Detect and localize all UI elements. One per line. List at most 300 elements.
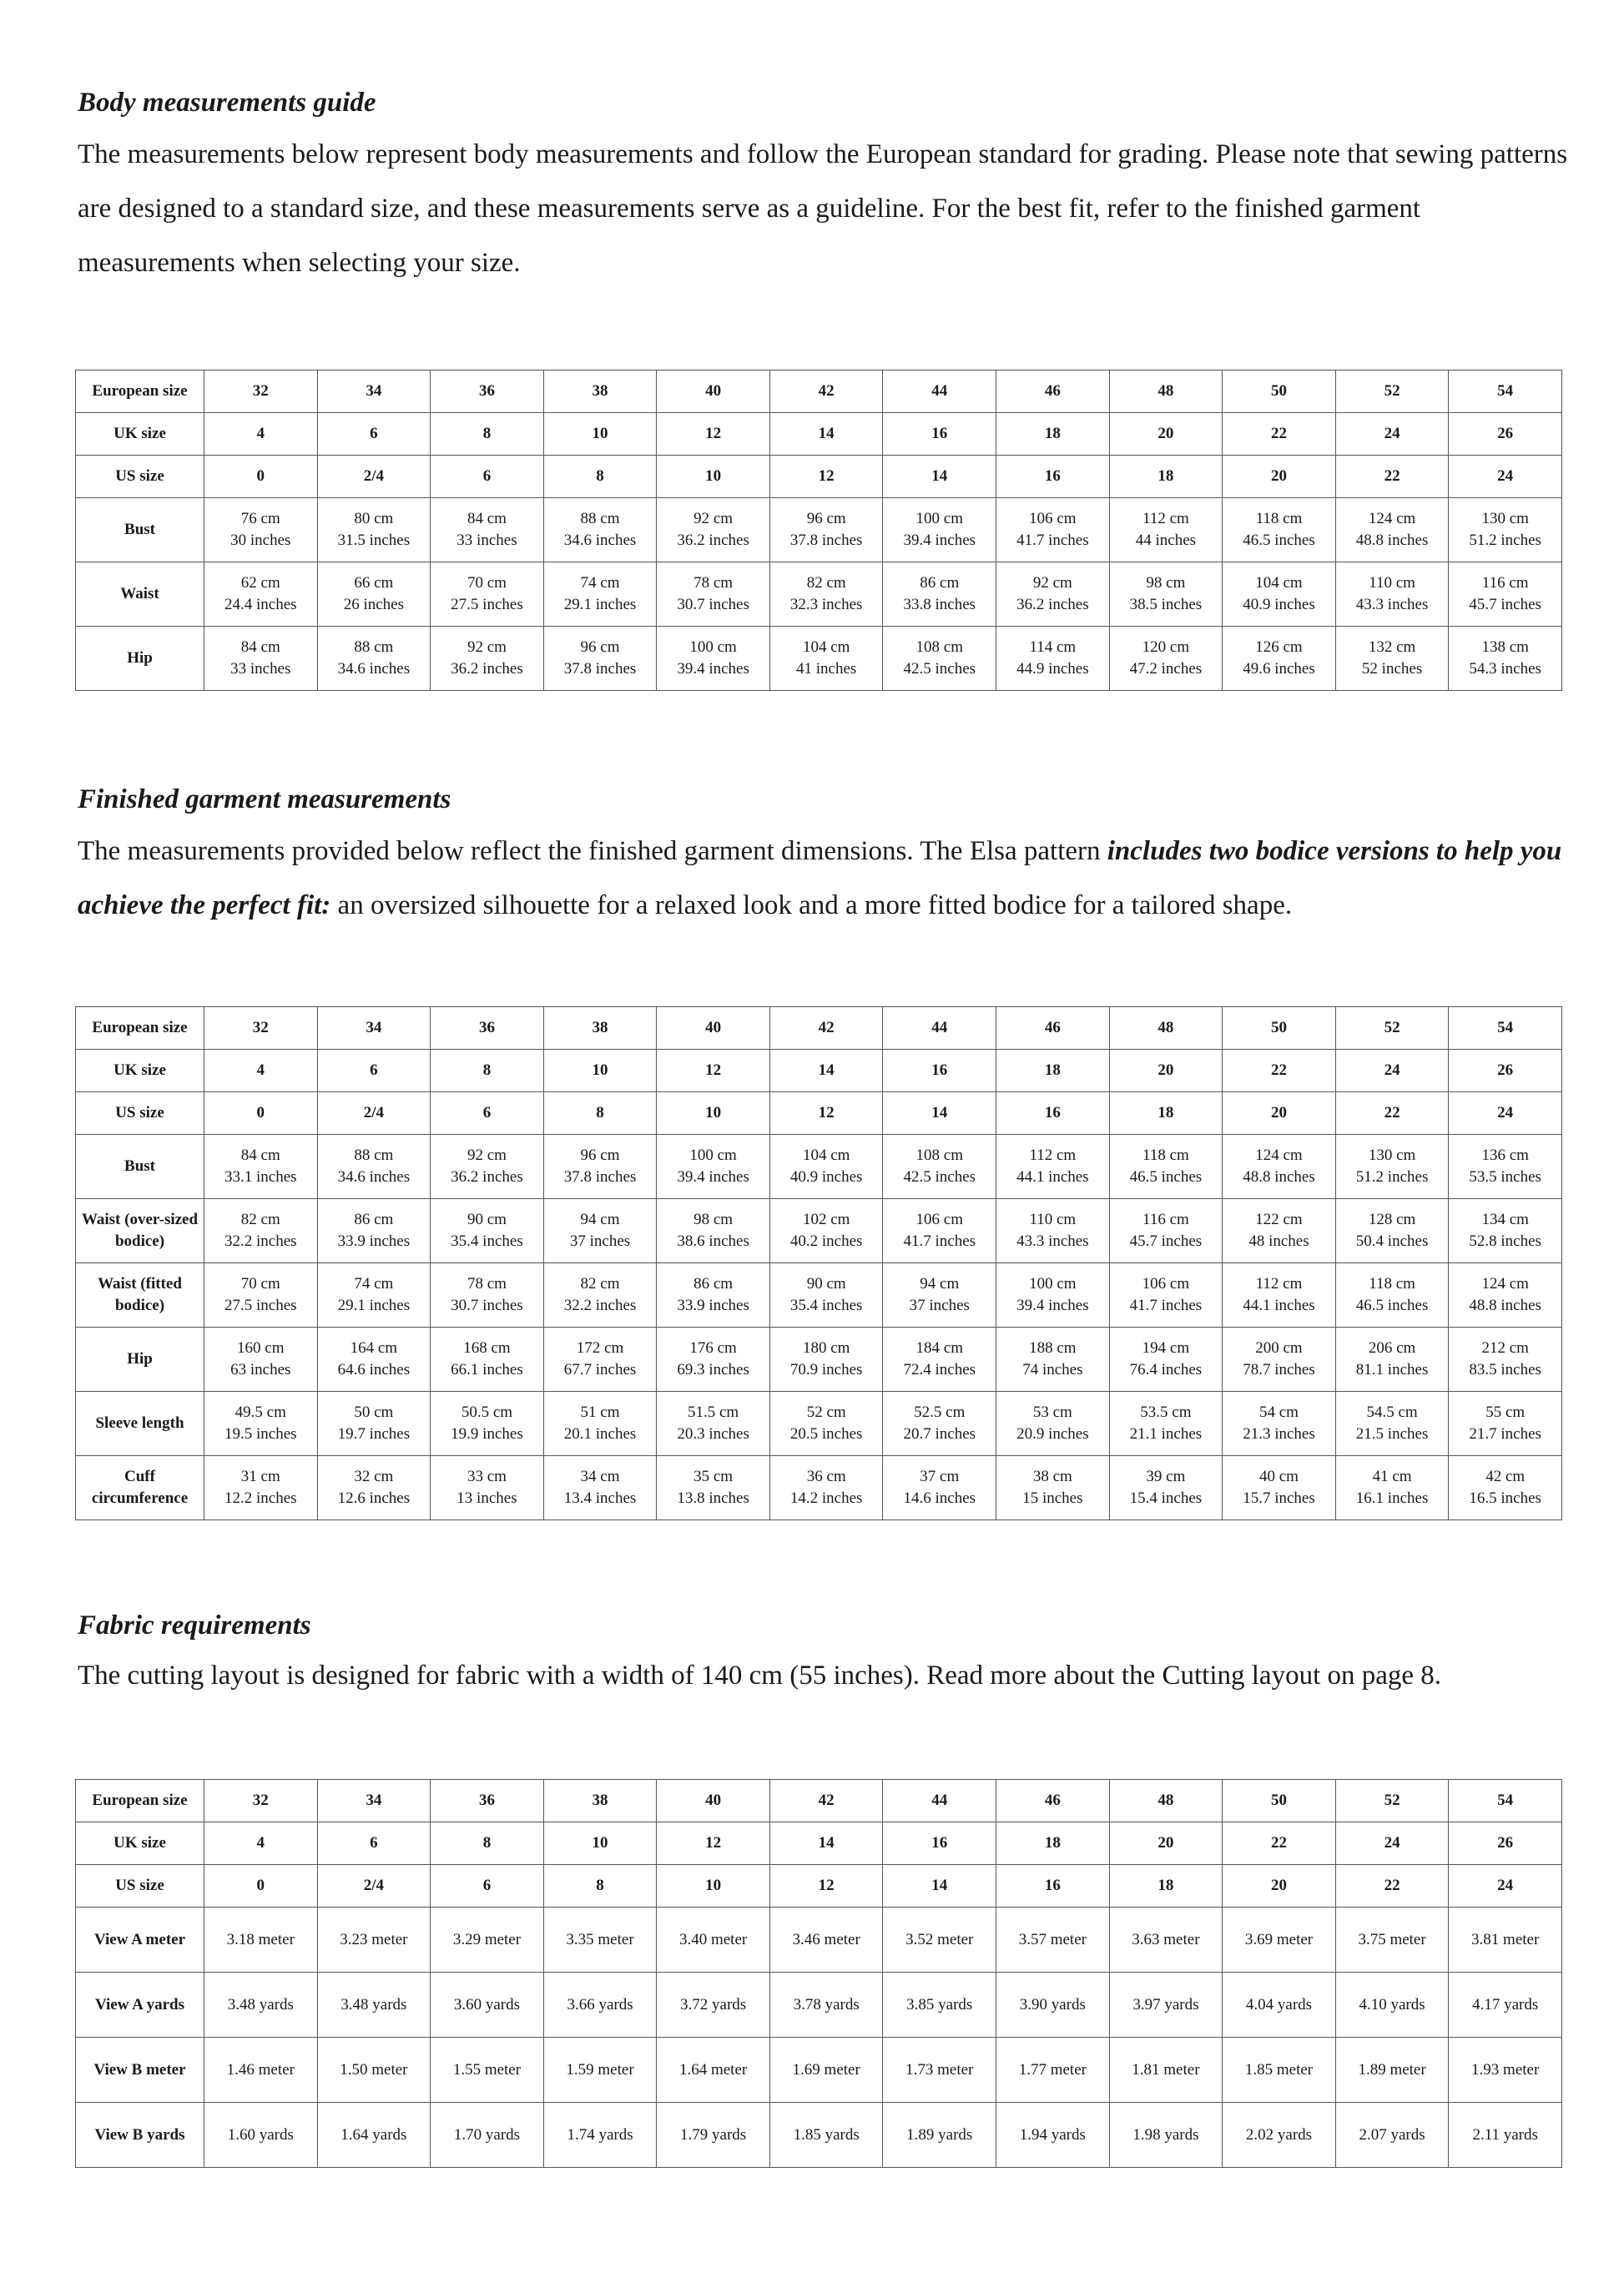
cell-inches: 20.7 inches — [903, 1425, 976, 1443]
cell-cm: 200 cm — [1255, 1339, 1303, 1357]
table-cell: 4.10 yards — [1335, 1973, 1449, 2038]
row-label: Sleeve length — [76, 1392, 204, 1456]
table-row — [76, 627, 1562, 691]
table-cell — [204, 1263, 318, 1328]
cell-cm: 136 cm — [1481, 1147, 1529, 1164]
cell-inches: 37.8 inches — [563, 1168, 637, 1186]
size-header-cell: 34 — [317, 1780, 431, 1822]
table-cell — [431, 1135, 544, 1199]
cell-inches: 48 inches — [1248, 1232, 1309, 1250]
cell-inches: 27.5 inches — [451, 596, 523, 613]
table-cell — [204, 627, 318, 691]
cell-cm: 52 cm — [806, 1404, 846, 1421]
table-cell: 1.89 meter — [1335, 2038, 1449, 2103]
table-row — [76, 1092, 1562, 1135]
cell-cm: 160 cm — [237, 1339, 285, 1357]
cell-cm: 40 cm — [1259, 1468, 1299, 1485]
table-cell — [769, 498, 883, 562]
size-header-cell: 4 — [204, 413, 318, 456]
table-row — [76, 1908, 1562, 1973]
table-cell — [657, 1263, 770, 1328]
size-header-cell: 16 — [996, 1092, 1110, 1135]
cell-inches: 45.7 inches — [1129, 1232, 1203, 1250]
finished-text-emphasis: includes two bodice versions to help you achieve the perfect fit: — [78, 836, 1562, 920]
table-cell — [1223, 498, 1336, 562]
size-header-cell: 36 — [431, 370, 544, 413]
row-label: Waist — [76, 562, 204, 627]
table-cell: 3.69 meter — [1223, 1908, 1336, 1973]
cell-inches: 34.6 inches — [337, 1168, 411, 1186]
cell-cm: 130 cm — [1368, 1147, 1416, 1164]
cell-cm: 88 cm — [354, 638, 394, 656]
cell-inches: 46.5 inches — [1243, 532, 1315, 549]
size-header-cell: 8 — [543, 456, 657, 498]
size-header-cell: 12 — [657, 1822, 770, 1865]
cell-cm: 122 cm — [1255, 1211, 1303, 1228]
cell-cm: 50 cm — [354, 1404, 394, 1421]
cell-inches: 37.8 inches — [563, 660, 637, 678]
table-cell — [657, 498, 770, 562]
size-header-cell: 16 — [996, 1865, 1110, 1908]
table-cell: 3.23 meter — [317, 1908, 431, 1973]
table-cell: 1.73 meter — [883, 2038, 996, 2103]
cell-inches: 37 inches — [569, 1232, 631, 1250]
cell-cm: 100 cm — [689, 1147, 737, 1164]
size-header-cell: 46 — [996, 1007, 1110, 1050]
size-header-cell: 38 — [543, 1780, 657, 1822]
table-cell — [883, 1456, 996, 1520]
cell-cm: 86 cm — [920, 574, 960, 592]
table-cell: 3.66 yards — [543, 1973, 657, 2038]
size-header-cell: 44 — [883, 370, 996, 413]
size-header-cell: 38 — [543, 1007, 657, 1050]
cell-inches: 48.8 inches — [1355, 532, 1429, 549]
size-header-cell: 14 — [769, 1822, 883, 1865]
size-header-cell: 14 — [883, 456, 996, 498]
cell-inches: 21.3 inches — [1243, 1425, 1315, 1443]
table-cell — [1449, 627, 1562, 691]
cell-inches: 37 inches — [909, 1297, 970, 1314]
row-label: Hip — [76, 627, 204, 691]
row-label: US size — [76, 456, 204, 498]
table-cell — [1335, 1328, 1449, 1392]
table-cell — [431, 1328, 544, 1392]
cell-cm: 118 cm — [1142, 1147, 1189, 1164]
size-header-cell: 12 — [769, 456, 883, 498]
fabric-requirements-text: The cutting layout is designed for fabric with a width of 140 cm (55 inches). Read more about the Cutting layout on page 8. — [78, 1661, 1442, 1691]
cell-cm: 53 cm — [1032, 1404, 1072, 1421]
cell-cm: 206 cm — [1368, 1339, 1416, 1357]
table-cell — [769, 1263, 883, 1328]
table-cell — [204, 1456, 318, 1520]
table-cell — [543, 498, 657, 562]
cell-inches: 38.6 inches — [677, 1232, 749, 1250]
table-cell: 3.29 meter — [431, 1908, 544, 1973]
cell-cm: 106 cm — [915, 1211, 963, 1228]
size-header-cell: 44 — [883, 1007, 996, 1050]
cell-cm: 100 cm — [1029, 1275, 1077, 1293]
table-cell — [317, 1199, 431, 1263]
table-cell — [204, 562, 318, 627]
table-cell — [1449, 1135, 1562, 1199]
cell-cm: 78 cm — [467, 1275, 507, 1293]
table-cell: 3.90 yards — [996, 1973, 1110, 2038]
cell-inches: 30.7 inches — [677, 596, 749, 613]
cell-inches: 51.2 inches — [1355, 1168, 1429, 1186]
cell-cm: 96 cm — [580, 638, 620, 656]
size-header-cell: 52 — [1335, 370, 1449, 413]
table-cell — [317, 1135, 431, 1199]
cell-cm: 86 cm — [354, 1211, 394, 1228]
size-header-cell: 10 — [543, 1822, 657, 1865]
cell-cm: 120 cm — [1142, 638, 1190, 656]
cell-cm: 84 cm — [467, 510, 507, 527]
cell-cm: 108 cm — [915, 1147, 963, 1164]
cell-cm: 38 cm — [1032, 1468, 1072, 1485]
cell-inches: 15.4 inches — [1129, 1489, 1203, 1507]
row-label: UK size — [76, 1822, 204, 1865]
cell-cm: 54.5 cm — [1366, 1404, 1418, 1421]
table-cell: 1.64 yards — [317, 2103, 431, 2168]
table-cell — [1449, 1392, 1562, 1456]
finished-text-part1: The measurements provided below reflect the finished garment dimensions. The Elsa pattern — [78, 836, 1107, 866]
size-header-cell: 50 — [1223, 1007, 1336, 1050]
cell-inches: 72.4 inches — [903, 1361, 976, 1378]
cell-cm: 35 cm — [693, 1468, 734, 1485]
cell-inches: 31.5 inches — [337, 532, 411, 549]
table-cell — [1335, 1199, 1449, 1263]
size-header-cell: 54 — [1449, 1780, 1562, 1822]
cell-cm: 188 cm — [1029, 1339, 1077, 1357]
cell-cm: 86 cm — [693, 1275, 734, 1293]
size-header-cell: 40 — [657, 1007, 770, 1050]
body-measurements-text: The measurements below represent body measurements and follow the European standard for grading. Please note that sewing patterns are designed to a standard size, and these measurements serve as a guideline. For the best fit, refer to the finished garment measurements when selecting your size. — [78, 139, 1568, 278]
table-cell — [996, 1392, 1110, 1456]
cell-inches: 27.5 inches — [224, 1297, 297, 1314]
table-cell — [1223, 1456, 1336, 1520]
cell-inches: 30.7 inches — [451, 1297, 523, 1314]
cell-cm: 194 cm — [1142, 1339, 1190, 1357]
size-header-cell: 12 — [657, 1050, 770, 1092]
table-cell — [1109, 498, 1223, 562]
cell-cm: 100 cm — [689, 638, 737, 656]
table-cell: 3.35 meter — [543, 1908, 657, 1973]
cell-inches: 66.1 inches — [451, 1361, 523, 1378]
cell-cm: 52.5 cm — [914, 1404, 966, 1421]
cell-inches: 40.9 inches — [1243, 596, 1315, 613]
table-row — [76, 1822, 1562, 1865]
cell-inches: 50.4 inches — [1355, 1232, 1429, 1250]
cell-cm: 92 cm — [467, 1147, 507, 1164]
cell-inches: 20.9 inches — [1016, 1425, 1089, 1443]
table-cell — [317, 1456, 431, 1520]
cell-inches: 16.5 inches — [1469, 1489, 1541, 1507]
table-cell — [1109, 1263, 1223, 1328]
size-header-cell: 54 — [1449, 1007, 1562, 1050]
table-cell — [1449, 1456, 1562, 1520]
cell-cm: 82 cm — [806, 574, 846, 592]
size-header-cell: 20 — [1109, 1822, 1223, 1865]
table-cell — [543, 562, 657, 627]
table-cell — [996, 498, 1110, 562]
cell-cm: 53.5 cm — [1140, 1404, 1192, 1421]
table-cell — [1109, 627, 1223, 691]
cell-inches: 30 inches — [230, 532, 291, 549]
table-cell — [657, 562, 770, 627]
table-cell — [1449, 1199, 1562, 1263]
table-cell: 3.81 meter — [1449, 1908, 1562, 1973]
size-header-cell: 48 — [1109, 1007, 1223, 1050]
size-header-cell: 34 — [317, 1007, 431, 1050]
cell-inches: 35.4 inches — [789, 1297, 863, 1314]
table-cell — [996, 1263, 1110, 1328]
table-cell — [657, 1199, 770, 1263]
table-cell — [1223, 1328, 1336, 1392]
table-cell — [996, 627, 1110, 691]
cell-cm: 110 cm — [1029, 1211, 1077, 1228]
table-cell: 3.18 meter — [204, 1908, 318, 1973]
cell-inches: 21.5 inches — [1355, 1425, 1429, 1443]
table-cell: 3.48 yards — [317, 1973, 431, 2038]
row-label: UK size — [76, 1050, 204, 1092]
size-header-cell: 52 — [1335, 1007, 1449, 1050]
cell-cm: 124 cm — [1255, 1147, 1303, 1164]
cell-cm: 70 cm — [467, 574, 507, 592]
cell-cm: 92 cm — [467, 638, 507, 656]
table-cell — [1109, 1392, 1223, 1456]
cell-cm: 88 cm — [354, 1147, 394, 1164]
cell-cm: 134 cm — [1481, 1211, 1529, 1228]
size-header-cell: 6 — [317, 413, 431, 456]
cell-cm: 49.5 cm — [235, 1404, 286, 1421]
size-header-cell: 26 — [1449, 1050, 1562, 1092]
cell-inches: 33.1 inches — [224, 1168, 297, 1186]
cell-inches: 37.8 inches — [789, 532, 863, 549]
cell-cm: 55 cm — [1485, 1404, 1526, 1421]
row-label: Bust — [76, 1135, 204, 1199]
table-cell: 3.72 yards — [657, 1973, 770, 2038]
size-header-cell: 44 — [883, 1780, 996, 1822]
table-row — [76, 1865, 1562, 1908]
size-header-cell: 22 — [1223, 413, 1336, 456]
cell-inches: 36.2 inches — [1016, 596, 1089, 613]
cell-inches: 33.8 inches — [903, 596, 976, 613]
cell-cm: 32 cm — [354, 1468, 394, 1485]
table-cell: 1.89 yards — [883, 2103, 996, 2168]
cell-cm: 172 cm — [576, 1339, 624, 1357]
cell-cm: 102 cm — [802, 1211, 850, 1228]
size-header-cell: 22 — [1223, 1050, 1336, 1092]
size-header-cell: 10 — [543, 1050, 657, 1092]
table-cell: 3.85 yards — [883, 1973, 996, 2038]
cell-inches: 44.1 inches — [1243, 1297, 1315, 1314]
table-cell — [883, 1328, 996, 1392]
row-label: UK size — [76, 413, 204, 456]
table-cell — [204, 1135, 318, 1199]
table-cell — [769, 1328, 883, 1392]
size-header-cell: 32 — [204, 370, 318, 413]
table-cell: 1.70 yards — [431, 2103, 544, 2168]
table-cell — [1335, 627, 1449, 691]
fabric-requirements-table — [75, 1779, 1562, 2168]
cell-inches: 44.1 inches — [1016, 1168, 1089, 1186]
table-cell: 1.79 yards — [657, 2103, 770, 2168]
table-cell: 1.85 meter — [1223, 2038, 1336, 2103]
size-header-cell: 8 — [431, 1050, 544, 1092]
size-header-cell: 46 — [996, 370, 1110, 413]
size-header-cell: 4 — [204, 1050, 318, 1092]
table-cell — [543, 1456, 657, 1520]
cell-inches: 19.5 inches — [224, 1425, 297, 1443]
cell-inches: 53.5 inches — [1469, 1168, 1541, 1186]
finished-garment-table — [75, 1006, 1562, 1520]
size-header-cell: 10 — [657, 1092, 770, 1135]
cell-cm: 96 cm — [580, 1147, 620, 1164]
cell-cm: 112 cm — [1255, 1275, 1303, 1293]
cell-cm: 33 cm — [467, 1468, 507, 1485]
cell-cm: 118 cm — [1369, 1275, 1415, 1293]
size-header-cell: 10 — [657, 456, 770, 498]
row-label: Hip — [76, 1328, 204, 1392]
table-cell — [431, 1263, 544, 1328]
cell-cm: 34 cm — [580, 1468, 620, 1485]
cell-cm: 80 cm — [354, 510, 394, 527]
cell-cm: 66 cm — [354, 574, 394, 592]
table-row — [76, 498, 1562, 562]
table-cell — [1335, 1135, 1449, 1199]
size-header-cell: 24 — [1335, 1050, 1449, 1092]
table-row — [76, 562, 1562, 627]
table-cell — [431, 1456, 544, 1520]
cell-cm: 124 cm — [1368, 510, 1416, 527]
table-cell — [1223, 627, 1336, 691]
cell-cm: 92 cm — [693, 510, 734, 527]
size-header-cell: 14 — [883, 1092, 996, 1135]
table-cell: 1.55 meter — [431, 2038, 544, 2103]
cell-inches: 12.2 inches — [224, 1489, 297, 1507]
cell-cm: 130 cm — [1481, 510, 1529, 527]
table-cell: 1.60 yards — [204, 2103, 318, 2168]
cell-inches: 34.6 inches — [337, 660, 411, 678]
cell-inches: 40.9 inches — [789, 1168, 863, 1186]
size-header-cell: 36 — [431, 1780, 544, 1822]
fabric-requirements-title: Fabric requirements — [78, 1610, 311, 1640]
cell-cm: 41 cm — [1372, 1468, 1412, 1485]
cell-inches: 69.3 inches — [677, 1361, 749, 1378]
table-cell: 2.07 yards — [1335, 2103, 1449, 2168]
cell-inches: 36.2 inches — [677, 532, 749, 549]
table-row — [76, 370, 1562, 413]
cell-inches: 21.7 inches — [1469, 1425, 1541, 1443]
cell-cm: 92 cm — [1032, 574, 1072, 592]
size-header-cell: 12 — [769, 1092, 883, 1135]
body-measurements-table — [75, 370, 1562, 691]
row-label: US size — [76, 1092, 204, 1135]
cell-inches: 35.4 inches — [451, 1232, 523, 1250]
table-cell — [996, 1199, 1110, 1263]
row-label: View B meter — [76, 2038, 204, 2103]
cell-cm: 74 cm — [354, 1275, 394, 1293]
size-header-cell: 54 — [1449, 370, 1562, 413]
cell-cm: 116 cm — [1481, 574, 1529, 592]
size-header-cell: 16 — [883, 413, 996, 456]
table-cell — [1223, 1392, 1336, 1456]
cell-cm: 94 cm — [580, 1211, 620, 1228]
cell-inches: 41.7 inches — [1016, 532, 1089, 549]
table-cell — [1449, 498, 1562, 562]
size-header-cell: 12 — [657, 413, 770, 456]
cell-cm: 106 cm — [1029, 510, 1077, 527]
size-header-cell: 14 — [769, 1050, 883, 1092]
table-row — [76, 1199, 1562, 1263]
size-header-cell: 10 — [657, 1865, 770, 1908]
table-cell — [657, 627, 770, 691]
cell-inches: 83.5 inches — [1469, 1361, 1541, 1378]
cell-inches: 43.3 inches — [1355, 596, 1429, 613]
cell-cm: 42 cm — [1485, 1468, 1526, 1485]
cell-cm: 51.5 cm — [687, 1404, 739, 1421]
table-cell: 1.74 yards — [543, 2103, 657, 2168]
table-cell — [1109, 562, 1223, 627]
size-header-cell: 18 — [996, 1822, 1110, 1865]
table-cell — [1223, 1135, 1336, 1199]
cell-inches: 16.1 inches — [1355, 1489, 1429, 1507]
table-cell — [657, 1135, 770, 1199]
cell-inches: 48.8 inches — [1469, 1297, 1541, 1314]
size-header-cell: 26 — [1449, 413, 1562, 456]
cell-inches: 81.1 inches — [1355, 1361, 1429, 1378]
table-cell: 3.48 yards — [204, 1973, 318, 2038]
cell-cm: 100 cm — [915, 510, 963, 527]
cell-cm: 180 cm — [802, 1339, 850, 1357]
row-label: European size — [76, 1780, 204, 1822]
table-cell — [996, 1135, 1110, 1199]
cell-inches: 19.7 inches — [337, 1425, 411, 1443]
size-header-cell: 42 — [769, 1007, 883, 1050]
cell-cm: 96 cm — [806, 510, 846, 527]
cell-cm: 84 cm — [240, 638, 280, 656]
table-cell — [317, 1328, 431, 1392]
size-header-cell: 42 — [769, 370, 883, 413]
cell-cm: 212 cm — [1481, 1339, 1529, 1357]
table-cell: 1.93 meter — [1449, 2038, 1562, 2103]
cell-cm: 90 cm — [467, 1211, 507, 1228]
table-cell: 2.11 yards — [1449, 2103, 1562, 2168]
size-header-cell: 18 — [996, 413, 1110, 456]
cell-inches: 39.4 inches — [903, 532, 976, 549]
row-label: View A meter — [76, 1908, 204, 1973]
table-cell — [657, 1456, 770, 1520]
table-cell — [883, 1135, 996, 1199]
table-cell — [543, 1328, 657, 1392]
size-header-cell: 50 — [1223, 370, 1336, 413]
table-cell — [883, 498, 996, 562]
table-cell — [317, 1392, 431, 1456]
table-cell: 2.02 yards — [1223, 2103, 1336, 2168]
size-header-cell: 8 — [543, 1865, 657, 1908]
cell-inches: 39.4 inches — [1016, 1297, 1089, 1314]
cell-inches: 34.6 inches — [563, 532, 637, 549]
cell-inches: 15.7 inches — [1243, 1489, 1315, 1507]
cell-cm: 74 cm — [580, 574, 620, 592]
table-cell: 3.75 meter — [1335, 1908, 1449, 1973]
size-header-cell: 14 — [769, 413, 883, 456]
table-cell — [883, 562, 996, 627]
cell-inches: 36.2 inches — [451, 1168, 523, 1186]
table-row — [76, 413, 1562, 456]
table-cell — [204, 1328, 318, 1392]
row-label: Bust — [76, 498, 204, 562]
